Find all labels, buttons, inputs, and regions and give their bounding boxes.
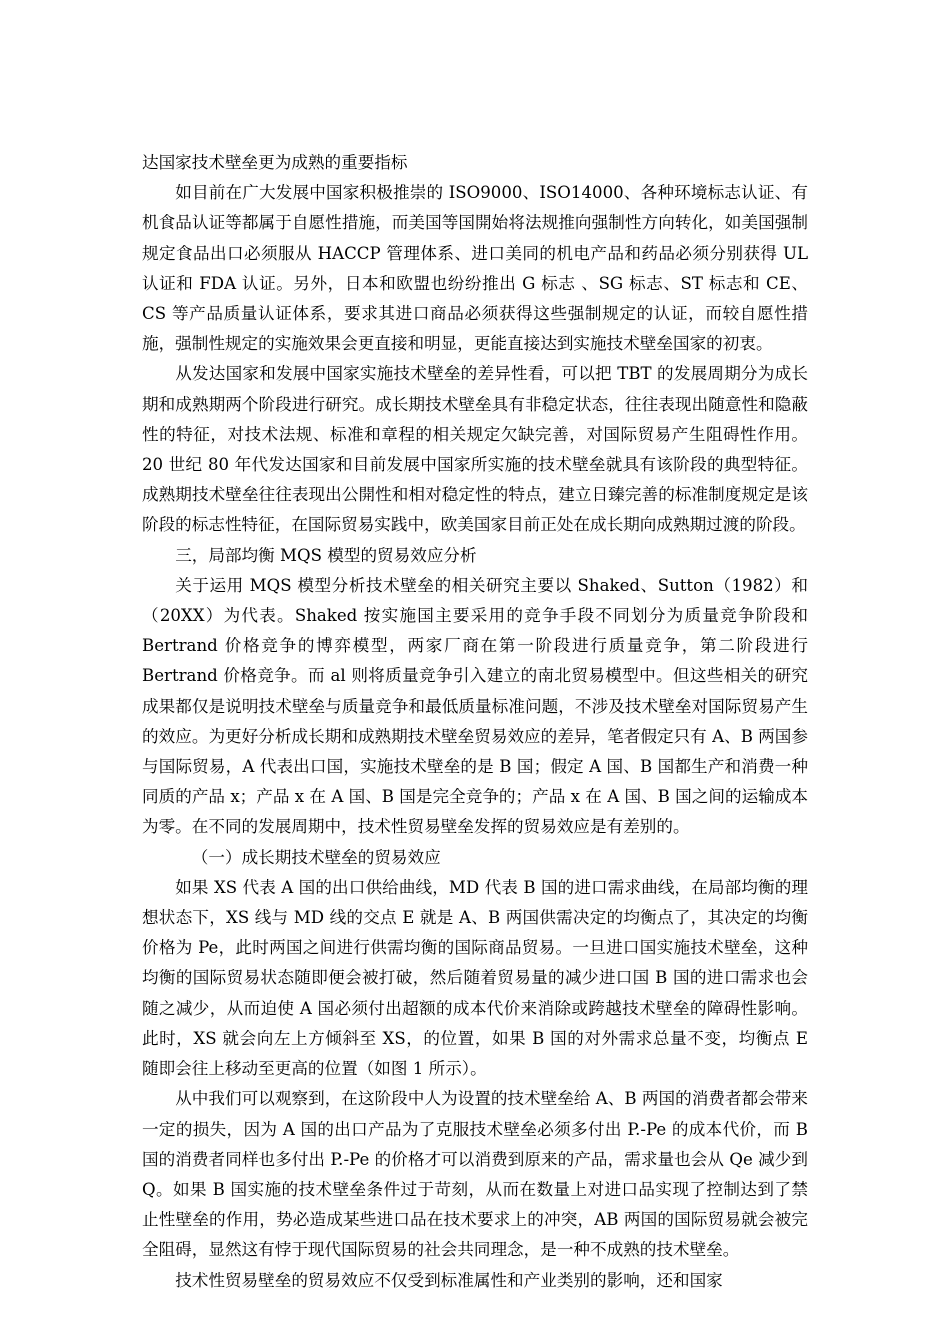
paragraph: 达国家技术壁垒更为成熟的重要指标 [142, 153, 408, 172]
paragraph: 从中我们可以观察到，在这阶段中人为设置的技术壁垒给 A、B 两国的消费者都会带来一定的损失，因为 A 国的出口产品为了克服技术壁垒必须多付出 P.-Pe 的成本代价，而 B 国的消费者同样也多付出 P.-Pe 的价格才可以消费到原来的产品，需求量也会从 Qe 减少到 Q。如果 B 国实施的技术壁垒条件过于苛刻，从而在数量上对进口品实现了控制达到了禁止性壁垒的作用，势必造成某些进口品在技术要求上的冲突，AB 两国的国际贸易就会被完全阻碍，显然这有悖于现代国际贸易的社会共同理念，是一种不成熟的技术壁垒。 [142, 1089, 808, 1260]
paragraph: 如果 XS 代表 A 国的出口供给曲线，MD 代表 B 国的进口需求曲线，在局部均衡的理想状态下，XS 线与 MD 线的交点 E 就是 A、B 两国供需决定的均衡点了，其决定的均衡价格为 Pe，此时两国之间进行供需均衡的国际商品贸易。一旦进口国实施技术壁垒，这种均衡的国际贸易状态随即便会被打破，然后随着贸易量的减少进口国 B 国的进口需求也会随之减少，从而迫使 A 国必须付出超额的成本代价来消除或跨越技术壁垒的障碍性影响。此时，XS 就会向左上方倾斜至 XS，的位置，如果 B 国的对外需求总量不变，均衡点 E 随即会往上移动至更高的位置（如图 1 所示）。 [142, 877, 808, 1079]
paragraph: 如目前在广大发展中国家积极推崇的 ISO9000、ISO14000、各种环境标志认证、有机食品认证等都属于自愿性措施，而美国等国開始将法规推向强制性方向转化，如美国强制规定食品出口必须服从 HACCP 管理体系、进口美同的机电产品和药品必须分别获得 UL 认证和 FDA 认证。另外，日本和欧盟也纷纷推出 G 标志 、SG 标志、ST 标志和 CE、CS 等产品质量认证体系，要求其进口商品必须获得这些强制规定的认证，而较自愿性措施，强制性规定的实施效果会更直接和明显，更能直接达到实施技术壁垒国家的初衷。 [142, 183, 808, 354]
subsection-heading: （一）成长期技术壁垒的贸易效应 [191, 847, 441, 867]
paragraph: 从发达国家和发展中国家实施技术壁垒的差异性看，可以把 TBT 的发展周期分为成长期和成熟期两个阶段进行研究。成长期技术壁垒具有非稳定状态，往往表现出随意性和隐蔽性的特征，对技术法规、标准和章程的相关规定欠缺完善，对国际贸易产生阻碍性作用。20 世纪 80 年代发达国家和目前发展中国家所实施的技术壁垒就具有该阶段的典型特征。成熟期技术壁垒往往表现出公開性和相对稳定性的特点，建立日臻完善的标准制度规定是该阶段的标志性特征，在国际贸易实践中，欧美国家目前正处在成长期向成熟期过渡的阶段。 [142, 364, 808, 535]
paragraph: 关于运用 MQS 模型分析技术壁垒的相关研究主要以 Shaked、Sutton（1982）和（20XX）为代表。Shaked 按实施国主要采用的竞争手段不同划分为质量竞争阶段和 Bertrand 价格竞争的博弈模型，两家厂商在第一阶段进行质量竞争，第二阶段进行 Bertrand 价格竞争。而 al 则将质量竞争引入建立的南北贸易模型中。但这些相关的研究成果都仅是说明技术壁垒与质量竞争和最低质量标准问题，不涉及技术壁垒对国际贸易产生的效应。为更好分析成长期和成熟期技术壁垒贸易效应的差异，笔者假定只有 A、B 两国参与国际贸易，A 代表出口国，实施技术壁垒的是 B 国；假定 A 国、B 国都生产和消费一种同质的产品 x；产品 x 在 A 国、B 国是完全竞争的；产品 x 在 A 国、B 国之间的运输成本为零。在不同的发展周期中，技术性贸易壁垒发挥的贸易效应是有差别的。 [142, 575, 808, 837]
document-body [142, 148, 808, 1296]
section-heading: 三，局部均衡 MQS 模型的贸易效应分析 [175, 545, 477, 565]
paragraph: 技术性贸易壁垒的贸易效应不仅受到标准属性和产业类别的影响，还和国家 [175, 1270, 723, 1290]
